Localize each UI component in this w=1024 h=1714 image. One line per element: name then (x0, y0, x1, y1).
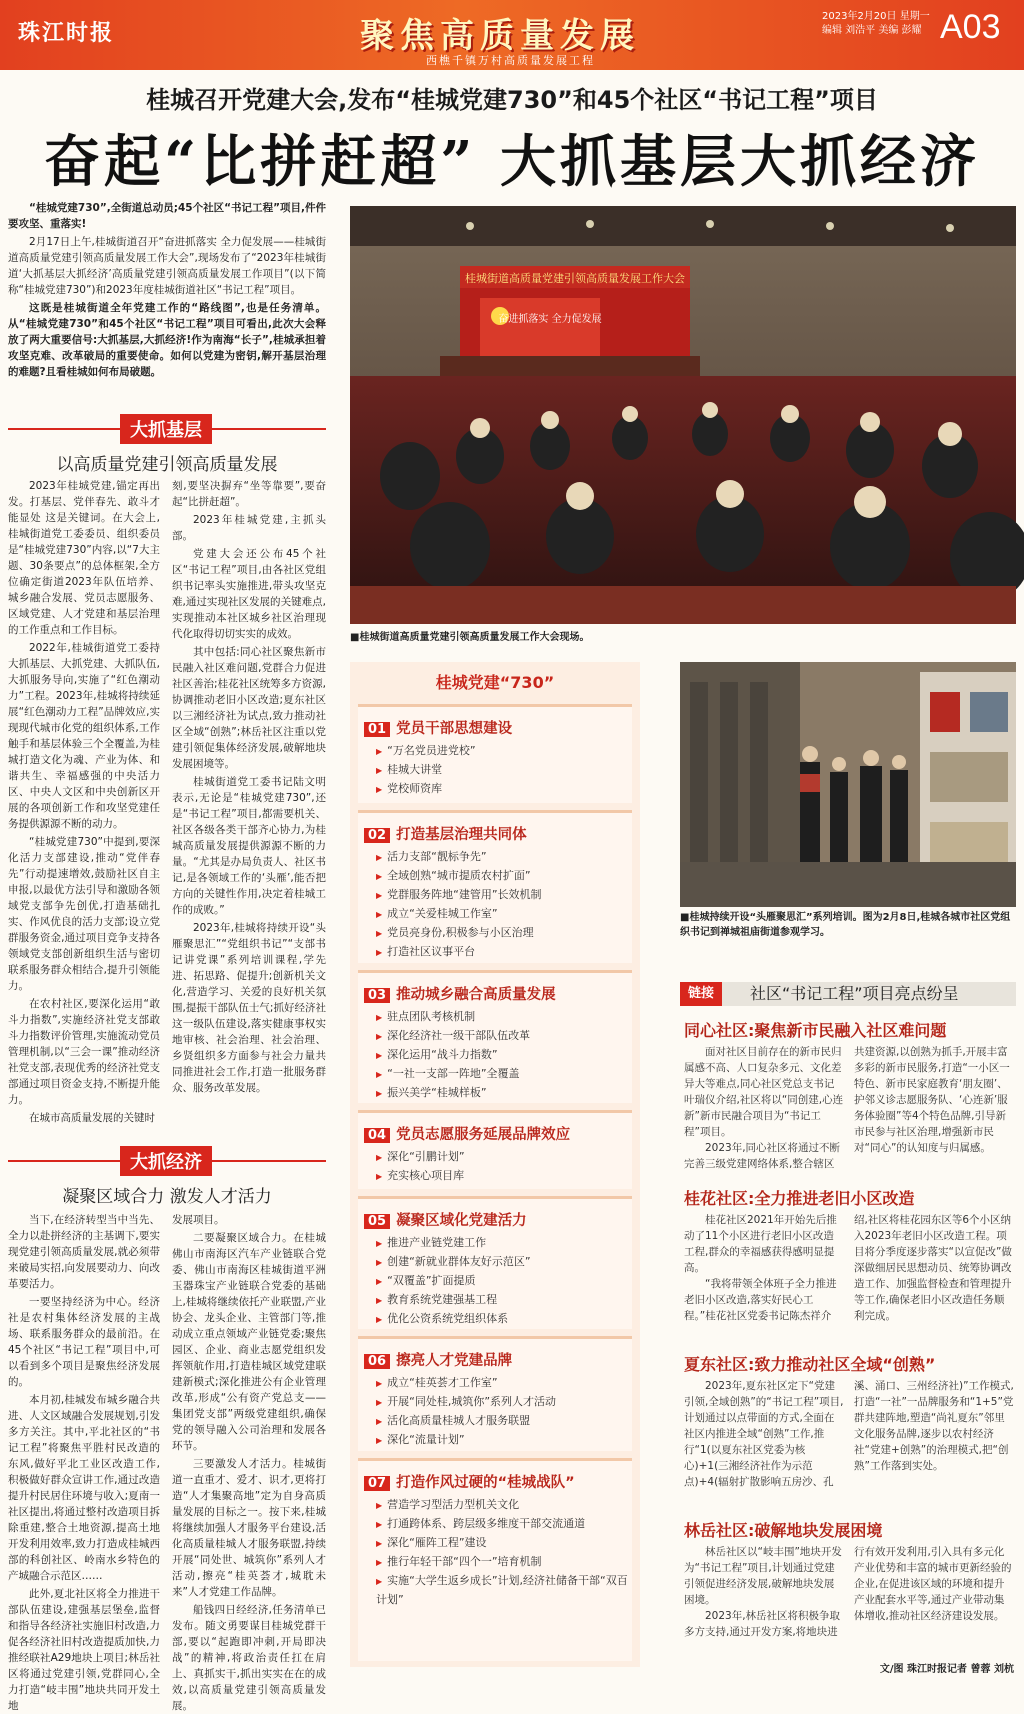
highlight-body-linyue (684, 1544, 1014, 1654)
list-item: ▶ “万名党员进党校” (376, 742, 632, 761)
highlight-body-tongxin (684, 1044, 1014, 1178)
paragraph: “桂城党建730”中提到,要深化活力支部建设,推动“党伴春先”行动提速增效,鼓励社区自主申报,以最优方法引导和激励各领域党支部争先创优,打造基础扎实、作风优良的活力支部;设立党群服务资金,通过项目竞争支持各领域党支部创新组织生活与密切联系服务群众相结合,提升引领能力。 (8, 836, 160, 992)
list-item: ▶ 党校师资库 (376, 780, 632, 799)
list-item: ▶ 充实核心项目库 (376, 1167, 632, 1186)
list-item: ▶ 打造社区议事平台 (376, 943, 632, 962)
intro-lead: “桂城党建730”,全街道总动员;45个社区“书记工程”项目,件件要攻坚、重落实! (8, 202, 326, 230)
list-item: ▶ 营造学习型活力型机关文化 (376, 1496, 632, 1515)
highlight-title-xiadong: 夏东社区:致力推动社区全域“创熟” (684, 1355, 936, 1374)
list-item: ▶ “一社一支部一阵地”全覆盖 (376, 1065, 632, 1084)
paragraph: 桂花社区2021年开始先后推动了11个小区进行老旧小区改造工程,群众的幸福感获得感明显提高。 (684, 1214, 837, 1274)
list-item: ▶ 实施“大学生返乡成长”计划,经济社储备干部“双百计划” (376, 1572, 632, 1609)
paragraph: 一要坚持经济为中心。经济社是农村集体经济发展的主战场、联系服务群众的最前沿。在45个社区“书记工程”项目中,可以看到多个项目是聚焦经济发展的。 (8, 1296, 160, 1388)
headline-kicker: 桂城召开党建大会,发布“桂城党建730”和45个社区“书记工程”项目 (146, 86, 878, 114)
highlight-title-linyue: 林岳社区:破解地块发展困境 (684, 1521, 883, 1540)
highlight-title-tongxin: 同心社区:聚焦新市民融入社区难问题 (684, 1021, 947, 1040)
paragraph: 2023年,同心社区将通过不断完善三级党建网络体系,整合辖区共建资源,以创熟为抓手,开展丰富多彩的新市民服务,打造“一小区一特色、新市民家庭教育‘朋友圈’、护邻义诊志愿服务队、‘心连新’服务体验圈”等4个特色品牌,引导新市民参与社区治理,增强新市民对“同心”的认知度与归属感。 (684, 1046, 1010, 1170)
list-item: ▶ 成立“关爱桂城工作室” (376, 905, 632, 924)
section1-left-column (8, 478, 160, 1124)
box730-group-07 (358, 1458, 632, 1661)
paragraph: 本月初,桂城发布城乡融合共进、人文区域融合发展规划,引发多方关注。其中,平北社区的“书记工程”将聚焦平胜村民改造的东风,做好平北工业区改造工作,积极做好群众宣讲工作,通过改造提升村民居住环境与收入;夏南一社区提出,将通过整村改造项目拆除重建,整合土地资源,提高土地开发利用效率,致力打造成桂城西部的科创社区、岭南水乡特色的产城融合示范区…… (8, 1394, 160, 1582)
section-tag-economy: 大抓经济 (120, 1146, 212, 1176)
group-number: 05 (364, 1214, 390, 1229)
list-item: ▶ 党群服务阵地“建管用”长效机制 (376, 886, 632, 905)
exhibition-visit-image (680, 662, 1016, 907)
intro-paragraph: 2月17日上午,桂城街道召开“奋进抓落实 全力促发展——桂城街道高质量党建引领高质量发展工作大会”,现场发布了“2023年桂城街道‘大抓基层大抓经济’高质量党建引领高质量发展工作项目”(以下简称“桂城党建730”)和2023年度桂城街道社区“书记工程”项目。 (8, 236, 326, 296)
main-photo-caption: ■桂城街道高质量党建引领高质量发展工作大会现场。 (350, 632, 590, 643)
intro-signal: 这既是桂城街道全年党建工作的“路线图”,也是任务清单。从“桂城党建730”和45个社区“书记工程”项目可看出,此次大会释放了两大重要信号:大抓基层,大抓经济!作为南海“长子”,桂城承担着攻坚克难、改革破局的重要使命。如何以党建为密钥,解开基层治理的难题?且看桂城如何布局破题。 (8, 302, 326, 378)
group-title: 党员志愿服务延展品牌效应 (396, 1127, 571, 1143)
section-tag-basic: 大抓基层 (120, 414, 212, 444)
section-subtitle: 西樵千镇万村高质量发展工程 (426, 54, 595, 67)
list-item: ▶ 桂城大讲堂 (376, 761, 632, 780)
list-item: ▶ 创建“新就业群体友好示范区” (376, 1253, 632, 1272)
highlights-header (680, 982, 1016, 1006)
group-number: 06 (364, 1354, 390, 1369)
issue-date (822, 10, 930, 38)
list-item: ▶ 深化“雁阵工程”建设 (376, 1534, 632, 1553)
page-header (0, 0, 1024, 70)
group-title: 党员干部思想建设 (396, 721, 513, 737)
highlight-body-guihua (684, 1212, 1014, 1344)
list-item: ▶ 深化“流量计划” (376, 1431, 632, 1450)
list-item: ▶ 优化公资系统党组织体系 (376, 1310, 632, 1329)
paragraph: 桂城街道党工委书记陆文明表示,无论是“桂城党建730”,还是“书记工程”项目,都需要机关、社区各级各类干部齐心协力,为桂城高质量发展提供源源不断的力量。“尤其是办局负责人、社区书记,是各领域工作的‘头雁’,能否把方向的关键性作用,决定着桂城工作的成败。” (172, 776, 326, 916)
byline: 文/图 珠江时报记者 曾蓉 刘杭 (879, 1664, 1014, 1675)
conference-hall-image (350, 206, 1016, 624)
party-building-730-box (350, 662, 640, 1667)
highlight-body-xiadong (684, 1378, 1014, 1510)
paragraph: 2023年桂城党建,主抓头部。 (172, 514, 326, 542)
list-item: ▶ 推进产业链党建工作 (376, 1234, 632, 1253)
training-photo (680, 662, 1016, 907)
list-item: ▶ 党员亮身份,积极参与小区治理 (376, 924, 632, 943)
section2-right-column (172, 1212, 326, 1712)
newspaper-logo: 珠江时报 (18, 20, 115, 46)
paragraph: 刻,要坚决摒弃“坐等靠要”,要奋起“比拼赶超”。 (172, 480, 326, 508)
paragraph: 2023年,桂城将持续开设“头雁聚思汇”“党组织书记”“支部书记讲党课”系列培训课程,学先进、拓思路、促提升;创新机关文化,营造学习、关爱的良好机关氛围,提振干部队伍士气;抓好经济社这一级队伍建设,落实健康事权实地审核、社会治理、社会治理、乡贤组织多方面参与社会力量共同推进社会工作,打造一批服务群众、服务改革发展。 (172, 922, 326, 1094)
paragraph: 2023年,夏东社区定下“党建引领,全域创熟”的“书记工程”项目,计划通过以点带面的方式,全面在社区内推进全域“创熟”工作,推行“1(以夏东社区党委为核心)+1(三湘经济社作为示范点)+4(辐射扩散影响五房沙、孔溪、涌口、三州经济社)”工作模式,打造“一社”一品牌服务和“1+5”党群共建阵地,塑造“尚礼夏东”邻里文化服务品牌,逐步以农村经济社“党建+创熟”的治理模式,把“创熟”工作落到实处。 (684, 1380, 1014, 1488)
box730-title: 桂城党建“730” (435, 673, 555, 692)
page-number: A03 (940, 8, 1001, 46)
box730-group-04 (358, 1110, 632, 1189)
paragraph: 林岳社区以“岐丰围”地块开发为“书记工程”项目,计划通过党建引领促进经济发展,破解地块发展困境。 (684, 1546, 842, 1606)
list-item: ▶ 深化“引鹏计划” (376, 1148, 632, 1167)
list-item: ▶ “双覆盖”扩面提质 (376, 1272, 632, 1291)
group-title: 凝聚区域化党建活力 (396, 1213, 527, 1229)
group-title: 擦亮人才党建品牌 (396, 1353, 513, 1369)
list-item: ▶ 全域创熟“城市提质农村扩面” (376, 867, 632, 886)
list-item: ▶ 打通跨体系、跨层级多维度干部交流通道 (376, 1515, 632, 1534)
group-title: 打造基层治理共同体 (396, 827, 527, 843)
list-item: ▶ 成立“桂英荟才工作室” (376, 1374, 632, 1393)
group-title: 推动城乡融合高质量发展 (396, 987, 556, 1003)
paragraph: 在农村社区,要深化运用“敢斗力指数”,实施经济社党支部敢斗力指数评价管理,实施流动党员管理机制,以“三会一课”推动经济社党支部,表现优秀的经济社党支部通过项目资金支持,不断提升能力。 (8, 998, 160, 1106)
section2-left-column (8, 1212, 160, 1712)
paragraph: 此外,夏北社区将全力推进干部队伍建设,建强基层堡垒,监督和指导各经济社实施旧村改造,力促各经济社旧村改造提质加快,力推经联社A29地块上项目;林岳社区将通过党建引领,党群同心,全力打造“岐丰围”地块共同开发土地 (8, 1588, 160, 1712)
box730-group-05 (358, 1196, 632, 1329)
list-item: ▶ 深化运用“战斗力指数” (376, 1046, 632, 1065)
section-title-economy: 凝聚区域合力 激发人才活力 (62, 1187, 272, 1207)
section1-right-column (172, 478, 326, 1094)
list-item: ▶ 教育系统党建强基工程 (376, 1291, 632, 1310)
group-number: 02 (364, 828, 390, 843)
paragraph: 2023年,林岳社区将积极争取多方支持,通过开发方案,将地块进行有效开发利用,引入具有多元化产业优势和丰富的城市更新经验的企业,在促进该区域的环境和提升产业配套水平等,通过产业带动集体增收,推动社区经济建设发展。 (684, 1546, 1012, 1638)
box730-group-03 (358, 970, 632, 1103)
main-photo (350, 206, 1016, 624)
training-photo-caption: ■桂城持续开设“头雁聚思汇”系列培训。图为2月8日,桂城各城市社区党组织书记到禅城祖庙街道参观学习。 (680, 912, 1011, 938)
list-item: ▶ 活化高质量桂城人才服务联盟 (376, 1412, 632, 1431)
highlight-title-guihua: 桂花社区:全力推进老旧小区改造 (684, 1189, 915, 1208)
paragraph: 三要激发人才活力。桂城街道一直重才、爱才、识才,更将打造“人才集聚高地”定为自身高质量发展的目标之一。按下来,桂城将继续加强人才服务平台建设,活化高质量桂城人才服务联盟,持续开展“同处世、城筑你”系列人才活动,擦亮“桂英荟才,城耽未来”人才党建工作品牌。 (172, 1458, 326, 1598)
paragraph: 二要凝聚区域合力。在桂城佛山市南海区汽车产业链联合党委、佛山市南海区桂城街道平洲玉器珠宝产业链联合党委的基础上,桂城将继续依托产业联盟,产业协会、龙头企业、主管部门等,推动成立重点领域产业链党委;聚焦园区、企业、商业志愿党组织发挥领航作用,打造桂城区域党建联建新模式;深化推进公有企业管理改革,形成“公有资产党总支——集团党支部”两级党建组织,确保党的领导融入公司治理和发展各环节。 (172, 1232, 326, 1452)
paragraph: 其中包括:同心社区聚焦新市民融入社区难问题,党群合力促进社区善治;桂花社区统筹多方资源,协调推动老旧小区改造;夏东社区以三湘经济社为试点,致力推动社区全域“创熟”;林岳社区注重以党建引领促集体经济发展,破解地块发展困境等。 (172, 646, 326, 770)
box730-group-02 (358, 810, 632, 963)
group-number: 07 (364, 1476, 390, 1491)
list-item: ▶ 深化经济社一级干部队伍改革 (376, 1027, 632, 1046)
group-number: 01 (364, 722, 390, 737)
date-text: 2023年2月20日 星期一 (822, 11, 930, 22)
list-item: ▶ 振兴美学“桂城样板” (376, 1084, 632, 1103)
group-title: 打造作风过硬的“桂城战队” (396, 1475, 575, 1491)
group-number: 04 (364, 1128, 390, 1143)
stage-banner-text: 桂城街道高质量党建引领高质量发展工作大会 (465, 272, 685, 285)
section-title-basic: 以高质量党建引领高质量发展 (56, 455, 278, 475)
paragraph: 2022年,桂城街道党工委持大抓基层、大抓党建、大抓队伍,大抓服务导向,实施了“红色潮动力”工程。2023年,桂城将持续延展“红色潮动力工程”品牌效应,实现现代城市化党的组织体系,工作触手和基层体验三个全覆盖,为桂城打造文化为魂、产业为体、和谐共生、幸福感强的中央活力区、中央人文区和中央创新区开展的各项创新工作和攻坚党建任务提供源源不断的动力。 (8, 642, 160, 830)
paragraph: 发展项目。 (172, 1214, 225, 1226)
box730-group-06 (358, 1336, 632, 1451)
paragraph: 船钱四日经经济,任务清单已发布。随文勇要谋目桂城党群干部,要以“起跑即冲刺,开局即决战”的精神,将政治责任扛在肩上、真抓实干,抓出实实在在的成效,以高质量党建引领高质量发展。 (172, 1604, 326, 1712)
paragraph: 党建大会还公布45个社区“书记工程”项目,由各社区党组织书记率头实施推进,带头攻坚克难,通过实现社区发展的关键难点,实现推动本社区城乡社区治理现代化取得切切实实的成效。 (172, 548, 326, 640)
paragraph: 2023年桂城党建,锚定再出发。打基层、党伴春先、敢斗才能显处 这是关键词。在大会上,桂城街道党工委委员、组织委员是“桂城党建730”内容,以“7大主题、30条要点”的总体框架,全方位确定街道2023年队伍培养、城乡融合发展、党员志愿服务、区域党建、人才党建和基层治理的工作重点和工作目标。 (8, 480, 160, 636)
paragraph: 在城市高质量发展的关键时 (29, 1112, 155, 1124)
stage-slogan-text: 奋进抓落实 全力促发展 (498, 314, 602, 325)
paragraph: 当下,在经济转型当中当先、全力以赴拼经济的主基调下,要实现党建引领高质量发展,就必须带来破局实招,向发展要动力、向改革要活力。 (8, 1214, 160, 1290)
main-headline: 奋起“比拼赶超” 大抓基层大抓经济 (44, 129, 980, 195)
list-item: ▶ 开展“同处桂,城筑你”系列人才活动 (376, 1393, 632, 1412)
editors-text: 编辑 刘浩平 美编 彭耀 (822, 25, 922, 36)
intro-text (8, 200, 326, 382)
section-banner: 聚焦高质量发展 (360, 16, 640, 56)
list-item: ▶ 驻点团队考核机制 (376, 1008, 632, 1027)
highlights-title: 社区“书记工程”项目亮点纷呈 (750, 984, 959, 1003)
link-tag: 链接 (680, 982, 722, 1006)
box730-group-01 (358, 704, 632, 803)
list-item: ▶ 活力支部“靓标争先” (376, 848, 632, 867)
group-number: 03 (364, 988, 390, 1003)
list-item: ▶ 推行年轻干部“四个一”培育机制 (376, 1553, 632, 1572)
paragraph: “我将带领全体班子全力推进老旧小区改造,落实好民心工程。”桂花社区党委书记陈杰祥介绍,社区将桂花园东区等6个小区纳入2023年老旧小区改造工程。项目将分季度逐步落实“以宣促改”做深做细居民思想动员、统筹协调改造工作、加强监督检查和管理提升等工作,确保老旧小区改造任务顺利完成。 (684, 1214, 1012, 1322)
paragraph: 面对社区目前存在的新市民归属感不高、人口复杂多元、文化差异大等难点,同心社区党总支书记叶瑞仪介绍,社区将以“同创建,心连新”新市民融合项目为“书记工程”项目。 (684, 1046, 844, 1138)
